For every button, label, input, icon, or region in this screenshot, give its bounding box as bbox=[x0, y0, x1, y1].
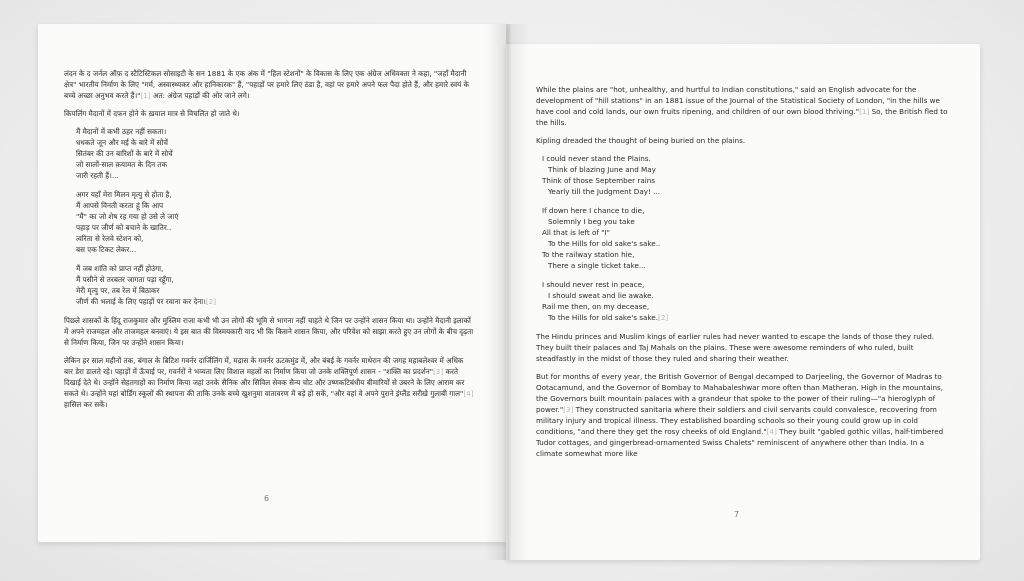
poem-line: जारी रहती हैं।... bbox=[76, 171, 119, 180]
poem-stanza bbox=[536, 205, 950, 271]
footnote-ref[interactable]: [3] bbox=[433, 367, 444, 376]
poem-line: मैं मैदानों में कभी ठहर नहीं सकता। bbox=[76, 127, 167, 136]
poem-line: मैं आपसे विनती करता हूं कि आप bbox=[76, 201, 164, 210]
poem-line: I could never stand the Plains. bbox=[542, 154, 651, 163]
poem-stanza bbox=[64, 189, 474, 255]
poem-line: Rail me then, on my decease, bbox=[542, 302, 650, 311]
right-paragraph-4: But for months of every year, the British Governor of Bengal decamped to Darjeeling, the Governor of Madras to Ootacamund, and the Governor of Bombay to Mahabaleshwar more often than Matheran. High in the mountains, the Governors built mountain palaces with a grandeur that spoke to the power of their ruling—"a hieroglyph of power."[3] They constructed sanitaria where their soldiers and civil servants could convalesce, recovering from military injury and tropical illness. They established boarding schools so their young could grow up in cold conditions, "and there they get the rosy cheeks of old England."[4] They built "gabled gothic villas, half-timbered Tudor cottages, and gingerbread-ornamented Swiss Chalets" reminiscent of anywhere other than India. In a climate somewhat more like bbox=[536, 372, 944, 458]
right-paragraph-2: Kipling dreaded the thought of being buried on the plains. bbox=[536, 136, 746, 145]
footnote-ref[interactable]: [3] bbox=[563, 405, 574, 414]
footnote-ref[interactable]: [4] bbox=[766, 427, 777, 436]
left-poem bbox=[64, 126, 474, 307]
poem-line: Think of blazing June and May bbox=[548, 165, 656, 174]
left-paragraph-3: पिछले शासकों के हिंदू राजकुमार और मुस्लिम राजा कभी भी उन लोगों की भूमि से भागना नहीं चाहते थे जिन पर उन्होंने शासन किया था। उन्होंने मैदानी इलाकों में अपने राजमहल और ताजमहल बनवाएं। ये इस बात की विस्मयकारी याद भी कि किसने शासन किया, और परिवेश को साझा करते हुए उन लोगों के बीच दृढ़ता से निर्माण किया, जिन पर उन्होंने शासन किया। bbox=[64, 316, 474, 347]
poem-stanza bbox=[64, 126, 474, 181]
footnote-ref[interactable]: [1] bbox=[140, 91, 151, 100]
poem-line: जो सालों-साल क़यामत के दिन तक bbox=[76, 160, 168, 169]
poem-line: जीर्ण की भलाई के लिए पहाड़ों पर रवाना कर देना।[2] bbox=[76, 297, 217, 306]
page-number: 6 bbox=[264, 494, 270, 503]
footnote-ref[interactable]: [4] bbox=[463, 389, 474, 398]
poem-line: To the railway station hie, bbox=[542, 250, 635, 259]
poem-line: I should sweat and lie awake. bbox=[548, 291, 654, 300]
poem-line: मैं जब शांति को प्राप्त नहीं होउंगा, bbox=[76, 264, 164, 273]
left-paragraph-4: लेकिन हर साल महीनों तक, बंगाल के ब्रिटिश गवर्नर दार्जिलिंग में, मद्रास के गवर्नर ऊटकमुंड में, और बंबई के गवर्नर माथेरान की जगह महाबलेश्वर में अधिक बार डेरा डालते रहे। पहाड़ों में ऊँचाई पर, गवर्नरों ने भव्यता लिए विशाल महलों का निर्माण किया जो उनके शक्तिपूर्ण शासन - "शक्ति का प्रदर्शन"[3] करते दिखाई देते थे। उन्होंने सेहतगाहों का निर्माण किया जहां उनके सैनिक और सिविल सेवक सैन्य चोट और उष्णकटिबंधीय बीमारियों से उबरने के लिए आराम कर सकते थे। उन्होंने यहां बोर्डिंग स्कूलों की स्थापना की ताकि उनके बच्चे खुशनुमा वातावरण में बड़े हो सकें, "और वहां वे अपने पुराने इंग्लैंड सरीखे गुलाबी गाल"[4] हासिल कर सकें। bbox=[64, 356, 474, 409]
poem-line: "मैं" का जो शेष रह गया हो उसे ले जाएं bbox=[76, 212, 179, 221]
right-page bbox=[506, 44, 980, 560]
poem-stanza bbox=[536, 279, 950, 323]
poem-line: बस एक टिकट लेकर... bbox=[76, 245, 137, 254]
poem-line: धधकते जून और मई के बारे में सोचें bbox=[76, 138, 168, 147]
poem-line: If down here I chance to die, bbox=[542, 206, 645, 215]
left-paragraph-2: किपलिंग मैदानों में दफन होने के ख़याल मात्र से विचलित हो जाते थे। bbox=[64, 109, 240, 118]
left-paragraph-1: लंदन के द जर्नल ऑफ़ द स्टैटिस्टिकल सोसाइटी के सन 1881 के एक अंक में "हिल स्टेशनों" के विकास के लिए एक अंग्रेज अधिवक्ता ने कहा, "जहाँ मैदानी क्षेत्र" भारतीय निर्माण के लिए "गर्म, अस्वास्थ्यकर और हानिकारक" हैं, "पहाड़ों पर हमारे लिए ठंडा है, वहां पर हमारे अपने फल पैदा होते हैं, और हमारे स्वयं के बच्चे अच्छा अनुभव करते हैं।"[1] अत: अंग्रेज पहाड़ों की ओर जाने लगे। bbox=[64, 69, 470, 100]
poem-line: There a single ticket take... bbox=[548, 261, 646, 270]
poem-line: अगर यहाँ मेरा मिलन मृत्यु से होता है, bbox=[76, 190, 172, 199]
poem-stanza bbox=[536, 153, 950, 197]
right-paragraph-3: The Hindu princes and Muslim kings of earlier rules had never wanted to escape the lands of those they ruled. They built their palaces and Taj Mahals on the plains. These were awesome reminders of who ruled, built steadfastly in the midst of those they ruled and sharing their weather. bbox=[536, 332, 935, 363]
poem-line: Yearly till the Judgment Day! ... bbox=[548, 187, 661, 196]
poem-line: All that is left of "I" bbox=[542, 228, 610, 237]
right-paragraph-1: While the plains are "hot, unhealthy, and hurtful to Indian constitutions," said an English advocate for the development of "hill stations" in an 1881 issue of the Journal of the Statistical Society of London, "in the hills we have cool and cold lands, our own fruits ripening, and children of our own blood thriving."[1] So, the British fled to the hills. bbox=[536, 85, 948, 127]
poem-stanza bbox=[64, 263, 474, 307]
poem-line: सितंबर की उन बारिशों के बारे में सोचें bbox=[76, 149, 173, 158]
poem-line: मैं पसीने से तरबतर जागता पड़ा रहूँगा, bbox=[76, 275, 174, 284]
page-number: 7 bbox=[734, 510, 740, 519]
poem-line: To the Hills for old sake's sake.[2] bbox=[548, 313, 669, 322]
footnote-ref[interactable]: [1] bbox=[859, 107, 870, 116]
right-poem bbox=[536, 153, 950, 323]
footnote-ref[interactable]: [2] bbox=[658, 313, 669, 322]
poem-line: पहाड़ पर जीर्ण को बचाने के खातिर.. bbox=[76, 223, 172, 232]
open-book bbox=[38, 24, 982, 554]
left-page-text bbox=[64, 68, 474, 417]
poem-line: Solemnly I beg you take bbox=[548, 217, 635, 226]
poem-line: Think of those September rains bbox=[542, 176, 656, 185]
poem-line: मेरी मृत्यु पर, तब रेल में बिठाकर bbox=[76, 286, 160, 295]
left-page bbox=[38, 24, 506, 542]
footnote-ref[interactable]: [2] bbox=[205, 297, 217, 306]
right-page-text bbox=[536, 84, 950, 466]
poem-line: त्वरिता से रेलवे स्टेशन को, bbox=[76, 234, 144, 243]
poem-line: I should never rest in peace, bbox=[542, 280, 645, 289]
poem-line: To the Hills for old sake's sake.. bbox=[548, 239, 661, 248]
